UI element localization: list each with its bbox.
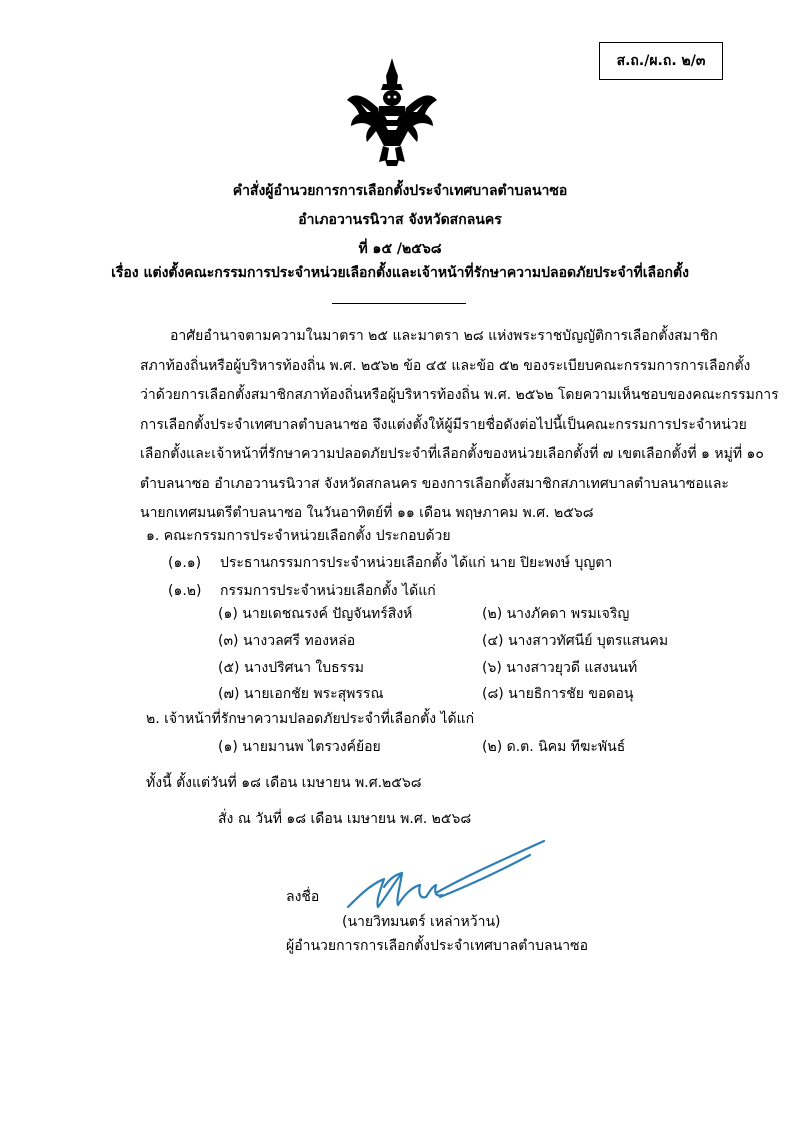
signer-name: (นายวิทมนตร์ เหล่าหว้าน) bbox=[342, 914, 501, 930]
preamble-line: ตำบลนาซอ อำเภอวานรนิวาส จังหวัดสกลนคร ของการเลือกตั้งสมาชิกสภาเทศบาลตำบลนาซอและ bbox=[140, 475, 729, 492]
preamble-line: ว่าด้วยการเลือกตั้งสมาชิกสภาท้องถิ่นหรือผู้บริหารท้องถิ่น พ.ศ. ๒๕๖๒ โดยความเห็นชอบของคณะกรรมการ bbox=[140, 387, 779, 403]
form-code: ส.ถ./ผ.ถ. ๒/๓ bbox=[616, 53, 706, 69]
order-district: อำเภอวานรนิวาส จังหวัดสกลนคร bbox=[298, 212, 502, 228]
committee-member: (๕) นางปริศนา ใบธรรม bbox=[218, 660, 364, 676]
preamble-line: สภาท้องถิ่นหรือผู้บริหารท้องถิ่น พ.ศ. ๒๕๖๒ ข้อ ๔๕ และข้อ ๕๒ ของระเบียบคณะกรรมการการเลือกตั้ง bbox=[140, 357, 751, 374]
security-officer: (๒) ด.ต. นิคม ทีฆะพันธ์ bbox=[482, 739, 626, 755]
section2-title: ๒. เจ้าหน้าที่รักษาความปลอดภัยประจำที่เลือกตั้ง ได้แก่ bbox=[146, 711, 475, 727]
committee-member: (๗) นายเอกชัย พระสุพรรณ bbox=[218, 686, 384, 702]
preamble-line: การเลือกตั้งประจำเทศบาลตำบลนาซอ จึงแต่งตั้งให้ผู้มีรายชื่อดังต่อไปนี้เป็นคณะกรรมการประจำหน่วย bbox=[140, 416, 747, 433]
preamble-paragraph bbox=[140, 322, 779, 529]
security-officer: (๑) นายมานพ ไตรวงค์ย้อย bbox=[218, 739, 381, 755]
committee-member: (๘) นายธิการชัย ขอดอนุ bbox=[482, 686, 634, 702]
section1-title: ๑. คณะกรรมการประจำหน่วยเลือกตั้ง ประกอบด้วย bbox=[146, 528, 451, 544]
sign-label: ลงชื่อ bbox=[286, 889, 320, 905]
preamble-line: อาศัยอำนาจตามความในมาตรา ๒๕ และมาตรา ๒๘ แห่งพระราชบัญญัติการเลือกตั้งสมาชิก bbox=[170, 328, 718, 344]
section1-committee-label: กรรมการประจำหน่วยเลือกตั้ง ได้แก่ bbox=[220, 583, 436, 599]
committee-member: (๑) นายเดชณรงค์ ปัญจันทร์สิงห์ bbox=[218, 606, 413, 622]
signer-position: ผู้อำนวยการการเลือกตั้งประจำเทศบาลตำบลนาซอ bbox=[286, 938, 588, 954]
preamble-line: เลือกตั้งและเจ้าหน้าที่รักษาความปลอดภัยประจำที่เลือกตั้งของหน่วยเลือกตั้งที่ ๗ เขตเลือกตั้งที่ ๑ หมู่ที่ ๑๐ bbox=[140, 446, 764, 462]
order-subject: เรื่อง แต่งตั้งคณะกรรมการประจำหน่วยเลือกตั้งและเจ้าหน้าที่รักษาความปลอดภัยประจำที่เลือกตั้ง bbox=[111, 265, 689, 281]
committee-member: (๔) นางสาวทัศนีย์ บุตรแสนคม bbox=[482, 633, 669, 649]
committee-member: (๓) นางวลศรี ทองหล่อ bbox=[218, 633, 356, 649]
order-date: สั่ง ณ วันที่ ๑๘ เดือน เมษายน พ.ศ. ๒๕๖๘ bbox=[218, 811, 472, 827]
order-number: ที่ ๑๕ /๒๕๖๘ bbox=[358, 241, 442, 257]
section1-chairman: ประธานกรรมการประจำหน่วยเลือกตั้ง ได้แก่ นาย ปิยะพงษ์ บุญตา bbox=[220, 555, 613, 571]
order-title: คำสั่งผู้อำนวยการการเลือกตั้งประจำเทศบาลตำบลนาซอ bbox=[232, 183, 568, 199]
garuda-emblem bbox=[345, 56, 439, 166]
form-code-box bbox=[599, 42, 723, 80]
section1-item1-number: (๑.๑) bbox=[168, 555, 202, 571]
section1-item2-number: (๑.๒) bbox=[168, 583, 202, 599]
effective-date: ทั้งนี้ ตั้งแต่วันที่ ๑๘ เดือน เมษายน พ.ศ.๒๕๖๘ bbox=[146, 775, 422, 791]
committee-member: (๒) นางภัคดา พรมเจริญ bbox=[482, 606, 630, 622]
preamble-line: นายกเทศมนตรีตำบลนาซอ ในวันอาทิตย์ที่ ๑๑ เดือน พฤษภาคม พ.ศ. ๒๕๖๘ bbox=[140, 505, 594, 521]
divider-line bbox=[332, 303, 466, 304]
committee-member: (๖) นางสาวยุวดี แสงนนท์ bbox=[482, 660, 638, 676]
